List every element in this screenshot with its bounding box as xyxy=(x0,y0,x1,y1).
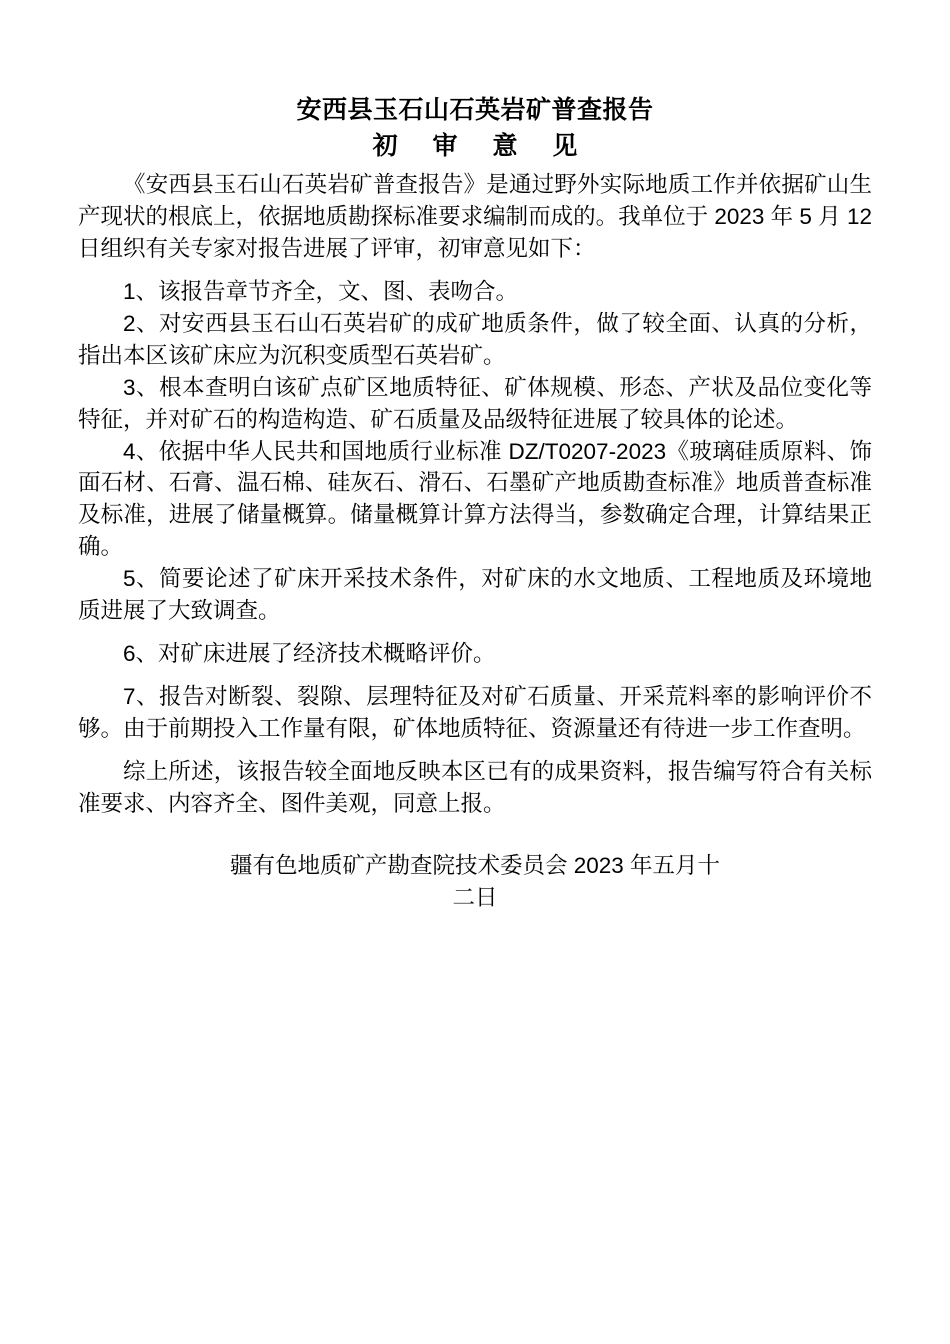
paragraph-intro: 《安西县玉石山石英岩矿普查报告》是通过野外实际地质工作并依据矿山生产现状的根底上，依据地质勘探标准要求编制而成的。我单位于 2023 年 5 月 12 日组织有关专家对报告进展了评审，初审意见如下： xyxy=(78,172,872,261)
paragraph-item-1: 1、该报告章节齐全，文、图、表吻合。 xyxy=(123,278,519,304)
paragraph-conclusion: 综上所述，该报告较全面地反映本区已有的成果资料，报告编写符合有关标准要求、内容齐全、图件美观，同意上报。 xyxy=(78,758,872,816)
paragraph-item-3: 3、根本查明白该矿点矿区地质特征、矿体规模、形态、产状及品位变化等特征，并对矿石的构造构造、矿石质量及品级特征进展了较具体的论述。 xyxy=(78,374,872,432)
signature-block xyxy=(78,850,872,914)
paragraph-item-7: 7、报告对断裂、裂隙、层理特征及对矿石质量、开采荒料率的影响评价不够。由于前期投入工作量有限，矿体地质特征、资源量还有待进一步工作查明。 xyxy=(78,684,872,741)
page-title: 安西县玉石山石英岩矿普查报告 xyxy=(296,96,654,124)
paragraph-item-6: 6、对矿床进展了经济技术概略评价。 xyxy=(123,641,496,667)
signature-line-2: 二日 xyxy=(452,884,498,910)
paragraph-item-4: 4、依据中华人民共和国地质行业标准 DZ/T0207-2023《玻璃硅质原料、饰面石材、石膏、温石棉、硅灰石、滑石、石墨矿产地质勘查标准》地质普查标准及标准，进展了储量概算。储量概算计算方法得当，参数确定合理，计算结果正确。 xyxy=(78,438,872,560)
signature-line-1: 疆有色地质矿产勘查院技术委员会 2023 年五月十 xyxy=(229,852,721,878)
page-subtitle: 初 审 意 见 xyxy=(372,132,592,160)
paragraph-item-5: 5、简要论述了矿床开采技术条件，对矿床的水文地质、工程地质及环境地质进展了大致调查。 xyxy=(78,566,872,624)
paragraph-item-2: 2、对安西县玉石山石英岩矿的成矿地质条件，做了较全面、认真的分析，指出本区该矿床应为沉积变质型石英岩矿。 xyxy=(78,310,872,368)
